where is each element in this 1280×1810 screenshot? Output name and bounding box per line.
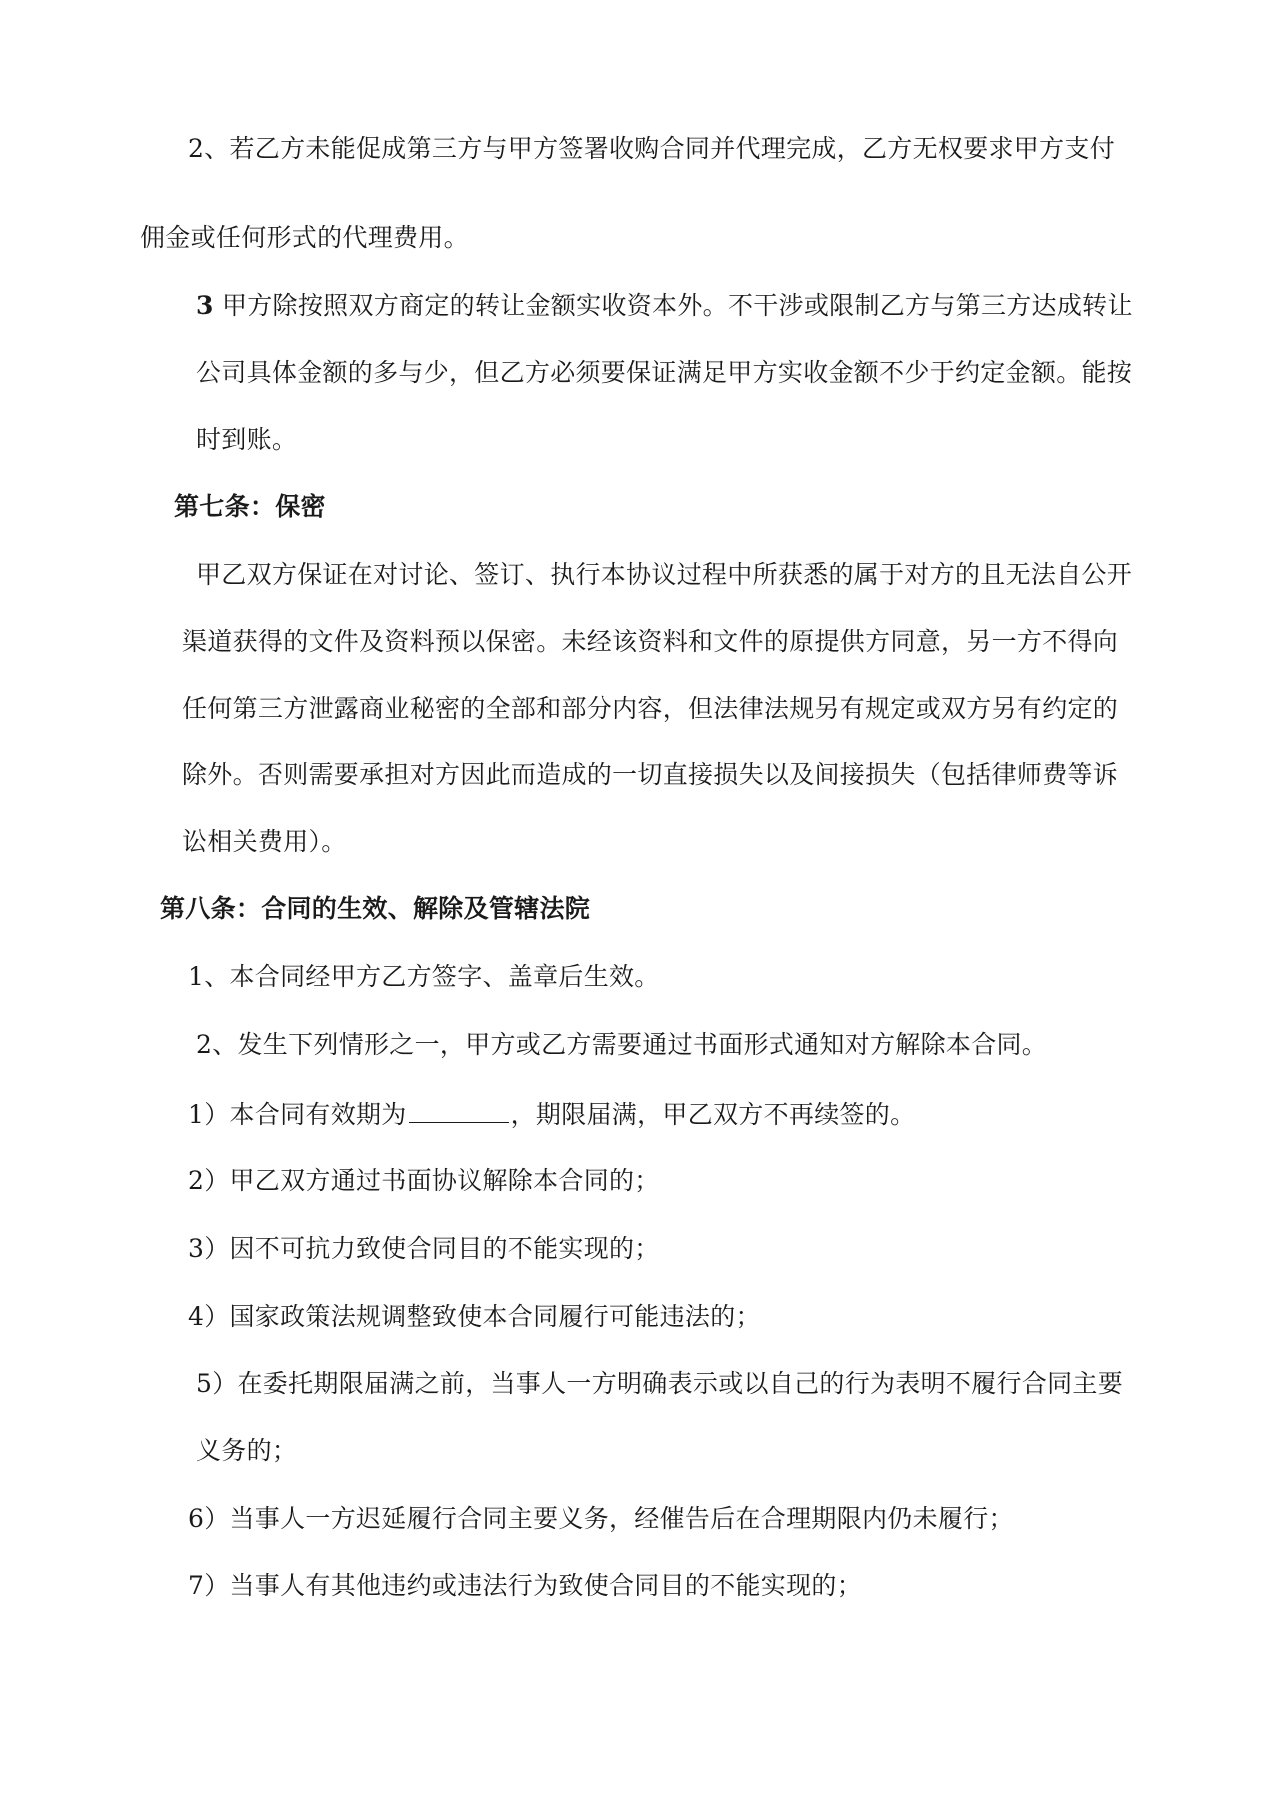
section8-item2: 2、发生下列情形之一，甲方或乙方需要通过书面形式通知对方解除本合同。 [196, 1030, 1048, 1059]
section6-item2-line1: 2、若乙方未能促成第三方与甲方签署收购合同并代理完成，乙方无权要求甲方支付 [188, 134, 1116, 163]
section6-item3-line2: 公司具体金额的多与少，但乙方必须要保证满足甲方实收金额不少于约定金额。能按 [196, 358, 1133, 387]
section7-line4: 除外。否则需要承担对方因此而造成的一切直接损失以及间接损失（包括律师费等诉 [182, 760, 1119, 789]
term-blank-field[interactable] [409, 1096, 509, 1123]
section6-item3-number: 3 [196, 291, 214, 320]
section8-sub7: 7）当事人有其他违约或违法行为致使合同目的不能实现的； [188, 1571, 863, 1600]
section6-item2-line2: 佣金或任何形式的代理费用。 [140, 223, 469, 252]
section7-line1: 甲乙双方保证在对讨论、签订、执行本协议过程中所获悉的属于对方的且无法自公开 [196, 560, 1133, 589]
section8-sub1-before: 1）本合同有效期为 [188, 1100, 407, 1129]
section8-sub3: 3）因不可抗力致使合同目的不能实现的； [188, 1234, 660, 1263]
section7-heading: 第七条：保密 [174, 492, 326, 521]
section7-line3: 任何第三方泄露商业秘密的全部和部分内容，但法律法规另有规定或双方另有约定的 [182, 694, 1119, 723]
section7-line5: 讼相关费用）。 [182, 827, 347, 856]
section8-sub2: 2）甲乙双方通过书面协议解除本合同的； [188, 1166, 660, 1195]
section6-item3-line3: 时到账。 [196, 425, 298, 454]
section8-sub1-after: ，期限届满，甲乙双方不再续签的。 [510, 1100, 916, 1129]
section7-line2: 渠道获得的文件及资料预以保密。未经该资料和文件的原提供方同意，另一方不得向 [182, 627, 1119, 656]
section8-sub6: 6）当事人一方迟延履行合同主要义务，经催告后在合理期限内仍未履行； [188, 1504, 1014, 1533]
section6-item3-text: 甲方除按照双方商定的转让金额实收资本外。不干涉或限制乙方与第三方达成转让 [221, 291, 1133, 320]
section8-item1: 1、本合同经甲方乙方签字、盖章后生效。 [188, 962, 660, 991]
section8-heading: 第八条：合同的生效、解除及管辖法院 [160, 894, 591, 923]
section8-sub5-line2: 义务的； [196, 1436, 298, 1465]
section8-sub5-line1: 5）在委托期限届满之前，当事人一方明确表示或以自己的行为表明不履行合同主要 [196, 1369, 1124, 1398]
section6-item3-line1 [196, 289, 1133, 323]
section8-sub4: 4）国家政策法规调整致使本合同履行可能违法的； [188, 1302, 761, 1331]
section8-sub1 [188, 1096, 915, 1132]
